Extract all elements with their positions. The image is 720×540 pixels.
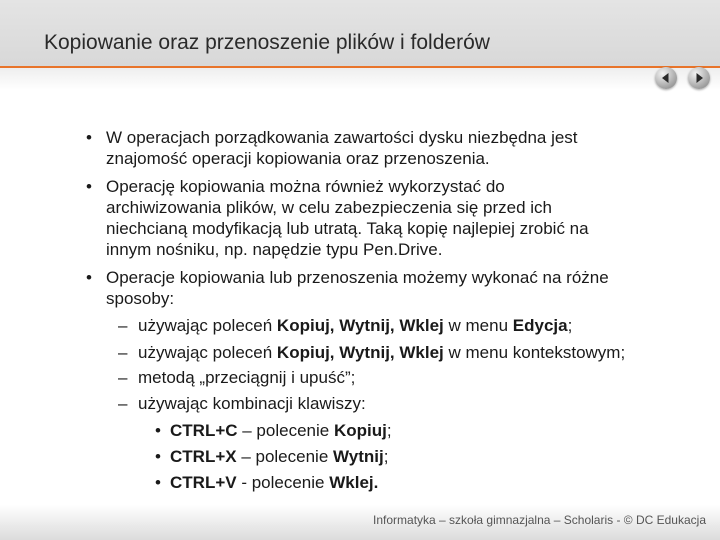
sub-item-1-end: ; <box>567 316 573 335</box>
shortcut-text: – polecenie <box>236 447 333 466</box>
bullet-marker: • <box>86 268 92 287</box>
shortcut-keys: CTRL+C <box>170 421 238 440</box>
bullet-marker: • <box>155 447 161 466</box>
dash-marker: – <box>118 368 128 387</box>
dash-marker: – <box>118 343 128 362</box>
bullet-2-line-4: innym nośniku, np. napędzie typu Pen.Drive. <box>106 240 443 259</box>
commands-bold: Kopiuj, Wytnij, Wklej <box>276 316 444 335</box>
footer-text: Informatyka – szkoła gimnazjalna – Scholaris - © DC Edukacja <box>373 513 706 527</box>
shortcut-text: - polecenie <box>236 473 330 492</box>
shortcut-end: ; <box>386 421 392 440</box>
shortcut-keys: CTRL+X <box>170 447 237 466</box>
command-name: Kopiuj <box>333 421 387 440</box>
sub-item-1-text: używając poleceń <box>138 316 277 335</box>
bullet-3-line-2: sposoby: <box>106 289 175 308</box>
commands-bold: Kopiuj, Wytnij, Wklej <box>276 343 444 362</box>
bullet-3-line-1: Operacje kopiowania lub przenoszenia możemy wykonać na różne <box>106 268 609 287</box>
sub-item-1 <box>138 315 572 336</box>
bullet-2-line-3: niechcianą modyfikacją lub utratą. Taką kopię najlepiej zrobić na <box>106 219 589 238</box>
slide-title: Kopiowanie oraz przenoszenie plików i folderów <box>44 31 490 54</box>
dash-marker: – <box>118 316 128 335</box>
bullet-2-line-1: Operację kopiowania można również wykorzystać do <box>106 177 505 196</box>
sub-item-2-text: używając poleceń <box>138 343 277 362</box>
command-name: Wytnij <box>333 447 384 466</box>
shortcut-end: ; <box>383 447 389 466</box>
bullet-marker: • <box>86 128 92 147</box>
bullet-marker: • <box>155 473 161 492</box>
bullet-1-line-1: W operacjach porządkowania zawartości dysku niezbędna jest <box>106 128 578 147</box>
shortcut-keys: CTRL+V <box>170 473 237 492</box>
sub-item-2-text-2: w menu kontekstowym; <box>443 343 626 362</box>
shortcut-item-cut <box>170 446 388 467</box>
bullet-2-line-2: archiwizowania plików, w celu zabezpieczenia się przed ich <box>106 198 553 217</box>
shortcut-item-paste <box>170 472 378 493</box>
sub-item-3: metodą „przeciągnij i upuść”; <box>138 368 356 387</box>
shortcut-text: – polecenie <box>237 421 334 440</box>
sub-item-1-text-2: w menu <box>443 316 513 335</box>
sub-item-2 <box>138 342 625 363</box>
bullet-1-line-2: znajomość operacji kopiowania oraz przenoszenia. <box>106 149 490 168</box>
shortcut-item-copy <box>170 420 392 441</box>
dash-marker: – <box>118 394 128 413</box>
command-name: Wklej. <box>329 473 379 492</box>
menu-name-bold: Edycja <box>512 316 568 335</box>
sub-item-4: używając kombinacji klawiszy: <box>138 394 366 413</box>
bullet-marker: • <box>86 177 92 196</box>
bullet-marker: • <box>155 421 161 440</box>
